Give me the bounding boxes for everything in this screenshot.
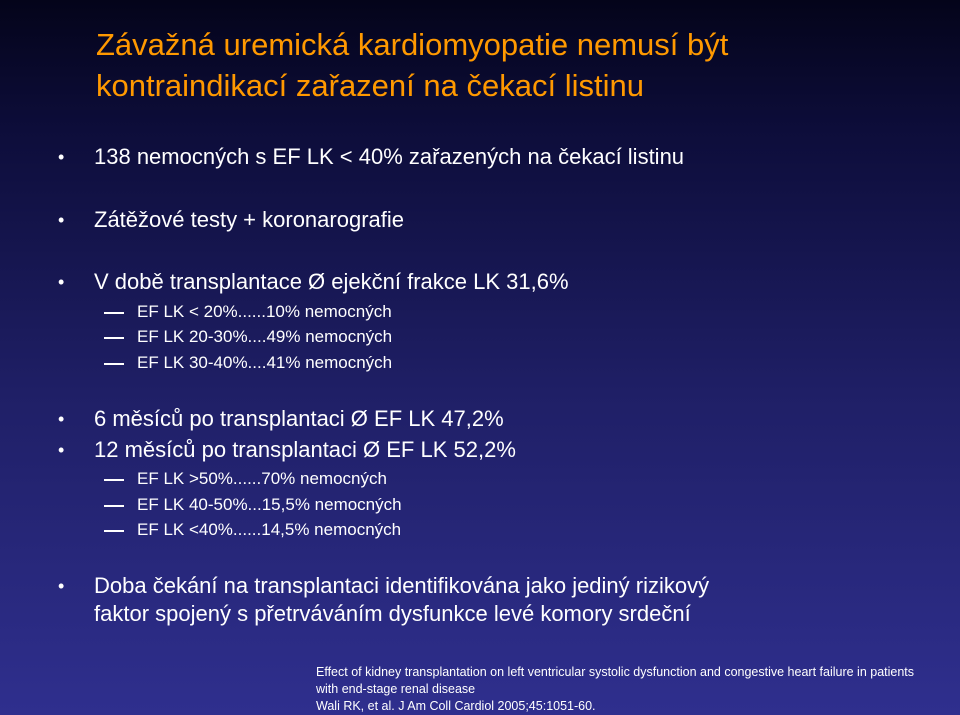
bullet-12-months: • 12 měsíců po transplantaci Ø EF LK 52,2%	[94, 436, 516, 464]
bullet-patients: • 138 nemocných s EF LK < 40% zařazených na čekací listinu	[94, 143, 684, 171]
sub-ef-30-40: EF LK 30-40%....41% nemocných	[137, 353, 393, 372]
title-line-2: kontraindikací zařazení na čekací listinu	[96, 68, 644, 103]
reference-line-1: Effect of kidney transplantation on left ventricular systolic dysfunction and congestive heart failure in patients	[316, 665, 915, 679]
reference-line-2: with end-stage renal disease	[316, 682, 476, 696]
sub-ef-40-50: EF LK 40-50%...15,5% nemocných	[137, 495, 402, 514]
bullet-conclusion	[94, 572, 914, 628]
sub-ef-below-40: EF LK <40%......14,5% nemocných	[137, 520, 402, 539]
conclusion-line-1: Doba čekání na transplantaci identifikována jako jediný rizikový	[94, 573, 710, 598]
reference-line-3: Wali RK, et al. J Am Coll Cardiol 2005;45:1051-60.	[316, 699, 596, 713]
sub-ef-20-30: EF LK 20-30%....49% nemocných	[137, 327, 393, 346]
bullet-ef-at-transplant: • V době transplantace Ø ejekční frakce LK 31,6%	[94, 268, 569, 296]
conclusion-line-2: faktor spojený s přetrváváním dysfunkce levé komory srdeční	[94, 601, 691, 626]
bullet-tests: • Zátěžové testy + koronarografie	[94, 206, 404, 234]
reference-citation	[316, 664, 956, 715]
title-line-1: Závažná uremická kardiomyopatie nemusí být	[96, 27, 729, 62]
slide-title	[96, 24, 936, 106]
sub-ef-below-20: EF LK < 20%......10% nemocných	[137, 302, 392, 321]
bullet-6-months: • 6 měsíců po transplantaci Ø EF LK 47,2%	[94, 405, 504, 433]
sub-ef-above-50: EF LK >50%......70% nemocných	[137, 469, 387, 488]
